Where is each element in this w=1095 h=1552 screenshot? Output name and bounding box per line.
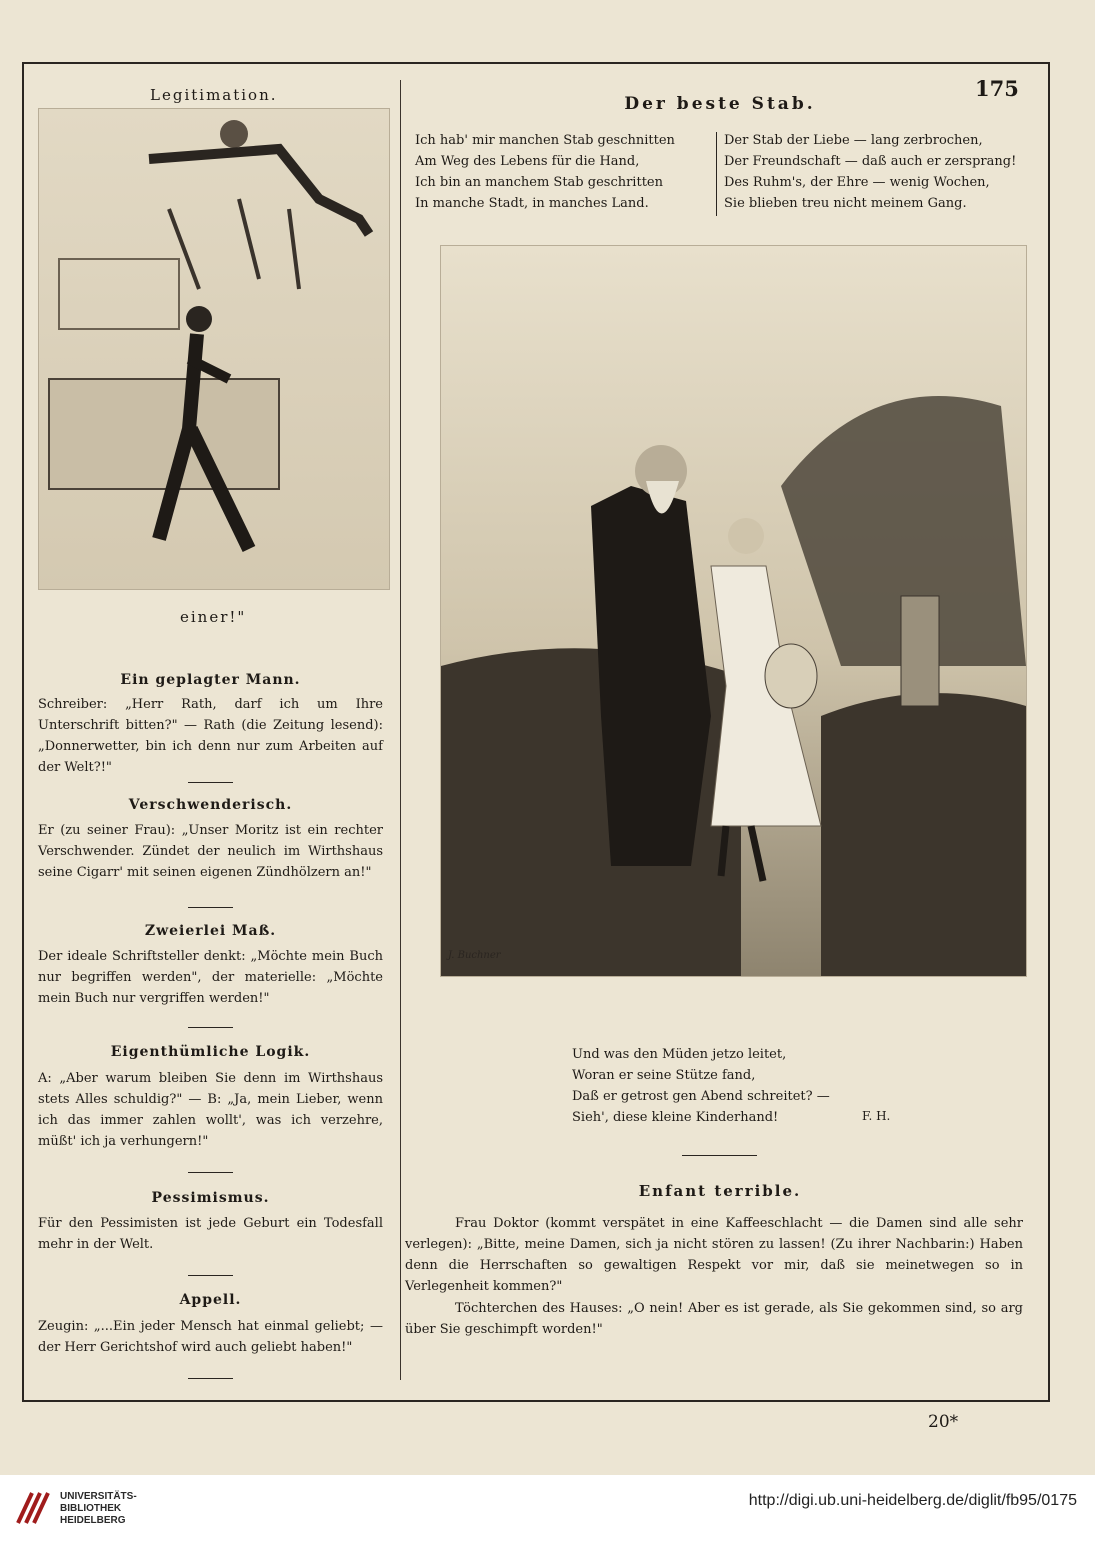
divider (188, 1027, 233, 1028)
section-text-zweierlei-mass: Der ideale Schriftsteller denkt: „Möchte mein Buch nur begriffen werden", der materielle: „Möchte mein Buch nur vergriffen werden!" (38, 949, 383, 1006)
page-number: 175 (975, 76, 1019, 101)
poem-author: F. H. (862, 1109, 891, 1123)
section-title-appell: Appell. (179, 1292, 242, 1308)
poem-line: Sie blieben treu nicht meinem Gang. (724, 196, 967, 211)
poem-line: Des Ruhm's, der Ehre — wenig Wochen, (724, 175, 990, 190)
library-name[interactable] (60, 1491, 137, 1527)
poem-line: Ich hab' mir manchen Stab geschnitten (415, 133, 675, 148)
divider (188, 1275, 233, 1276)
section-text-ein-geplagter-mann: Schreiber: „Herr Rath, darf ich um Ihre Unterschrift bitten?" — Rath (die Zeitung lesend): „Donnerwetter, bin ich denn nur zum Arbeiten auf der Welt?!" (38, 697, 383, 775)
source-url-link[interactable]: http://digi.ub.uni-heidelberg.de/diglit/fb95/0175 (748, 1492, 1077, 1509)
stanza-divider (716, 132, 717, 216)
illustration-caption-top: Legitimation. (150, 86, 278, 104)
illustration-caption-bottom: einer!" (180, 608, 247, 626)
story-paragraph-2: Töchterchen des Hauses: „O nein! Aber es ist gerade, als Sie gekommen sind, so arg über Sie geschimpft worden!" (405, 1301, 1023, 1337)
poem-line: Sieh', diese kleine Kinderhand! (572, 1110, 779, 1125)
section-title-ein-geplagter-mann: Ein geplagter Mann. (120, 672, 301, 688)
section-text-pessimismus: Für den Pessimisten ist jede Geburt ein Todesfall mehr in der Welt. (38, 1216, 383, 1252)
engraving-old-man-and-girl (440, 245, 1027, 977)
divider (682, 1155, 757, 1156)
section-title-verschwenderisch: Verschwenderisch. (128, 797, 293, 813)
poem-line: Am Weg des Lebens für die Hand, (415, 154, 640, 169)
library-logo-icon (14, 1489, 52, 1527)
column-divider (400, 80, 401, 1380)
poem-line: Und was den Müden jetzo leitet, (572, 1047, 787, 1062)
story-paragraph-1: Frau Doktor (kommt verspätet in eine Kaffeeschlacht — die Damen sind alle sehr verlegen): „Bitte, meine Damen, sich ja nicht stören zu lassen! (Zu ihrer Nachbarin:) Haben denn die Herrschaften so gewaltigen Respekt vor mir, daß sie meinetwegen so in Verlegenheit kommen?" (405, 1216, 1023, 1294)
cartoon-illustration (38, 108, 390, 590)
poem-line: In manche Stadt, in manches Land. (415, 196, 649, 211)
section-text-verschwenderisch: Er (zu seiner Frau): „Unser Moritz ist ein rechter Verschwender. Zündet der neulich im Wirthshaus seine Cigarr' mit seinen eigenen Zündhölzern an!" (38, 823, 383, 880)
divider (188, 782, 233, 783)
poem-line: Woran er seine Stütze fand, (572, 1068, 756, 1083)
poem-stanza-3 (572, 1044, 872, 1128)
poem-line: Der Stab der Liebe — lang zerbrochen, (724, 133, 983, 148)
library-name-line: HEIDELBERG (60, 1515, 126, 1526)
divider (188, 907, 233, 908)
section-text-appell: Zeugin: „...Ein jeder Mensch hat einmal geliebt; — der Herr Gerichtshof wird auch geliebt haben!" (38, 1319, 383, 1355)
divider (188, 1378, 233, 1379)
poem-title: Der beste Stab. (624, 94, 816, 114)
divider (188, 1172, 233, 1173)
viewer-footer (0, 1475, 1095, 1552)
poem-line: Daß er getrost gen Abend schreitet? — (572, 1089, 830, 1104)
poem-stanza-1 (415, 130, 710, 214)
poem-line: Der Freundschaft — daß auch er zersprang! (724, 154, 1017, 169)
artist-signature: J. Buchner (448, 950, 501, 961)
library-name-line: UNIVERSITÄTS- (60, 1491, 137, 1502)
poem-stanza-2 (724, 130, 1024, 214)
signature-mark: 20* (928, 1412, 959, 1432)
library-name-line: BIBLIOTHEK (60, 1503, 122, 1514)
section-title-pessimismus: Pessimismus. (151, 1190, 270, 1206)
section-title-eigenthuemliche-logik: Eigenthümliche Logik. (110, 1044, 311, 1060)
poem-line: Ich bin an manchem Stab geschritten (415, 175, 663, 190)
section-text-eigenthuemliche-logik: A: „Aber warum bleiben Sie denn im Wirthshaus stets Alles schuldig?" — B: „Ja, mein Lieber, wenn ich das immer zahlen wollt', was ich verzehre, müßt' ich ja verhungern!" (38, 1071, 383, 1149)
story-title: Enfant terrible. (638, 1182, 802, 1200)
section-title-zweierlei-mass: Zweierlei Maß. (144, 923, 277, 939)
